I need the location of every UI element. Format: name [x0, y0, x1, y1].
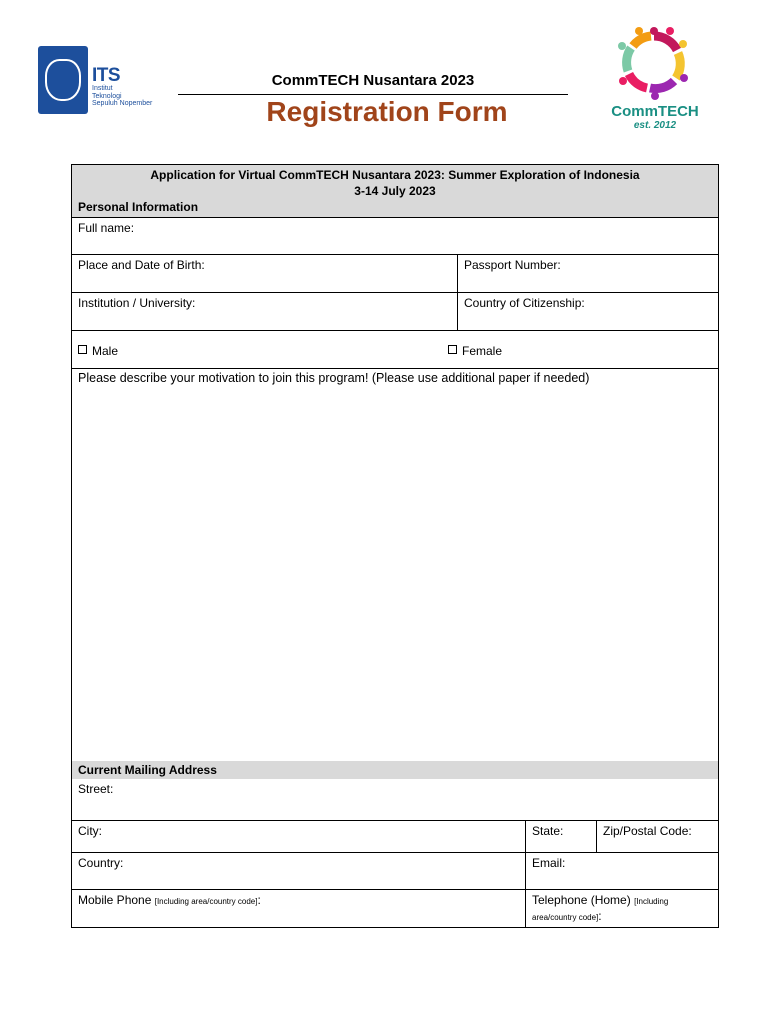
home-telephone-field[interactable] [525, 890, 718, 927]
state-field[interactable]: State: [525, 821, 596, 852]
commtech-wordmark: CommTECH [611, 103, 699, 120]
section-title: Current Mailing Address [78, 763, 217, 777]
commtech-logo [600, 26, 710, 136]
birth-passport-row [72, 255, 718, 293]
application-title: Application for Virtual CommTECH Nusantara 2023: Summer Exploration of Indonesia [150, 168, 640, 182]
its-emblem-icon [38, 46, 88, 114]
section-title: Personal Information [78, 200, 199, 214]
zip-code-field[interactable]: Zip/Postal Code: [596, 821, 718, 852]
gender-label: Male [92, 344, 119, 358]
gender-option-female[interactable] [442, 331, 718, 368]
home-telephone-label: Telephone (Home) [532, 893, 631, 907]
its-logo [38, 46, 160, 114]
country-field[interactable]: Country: [78, 856, 124, 870]
its-name-line: Teknologi [92, 92, 122, 100]
institution-field[interactable]: Institution / University: [78, 296, 196, 310]
birth-place-date-field[interactable]: Place and Date of Birth: [78, 258, 205, 272]
full-name-field[interactable]: Full name: [78, 221, 135, 235]
email-field[interactable]: Email: [525, 853, 718, 889]
registration-form-table [71, 164, 719, 928]
application-header [72, 165, 718, 198]
full-name-row [72, 218, 718, 255]
commtech-established: est. 2012 [633, 120, 677, 131]
city-field[interactable]: City: [78, 824, 102, 838]
mobile-phone-label: Mobile Phone [78, 893, 152, 907]
gender-option-male[interactable] [72, 331, 442, 368]
commtech-ring-icon [600, 26, 710, 104]
program-dates: 3-14 July 2023 [354, 184, 436, 198]
mailing-address-header [72, 761, 718, 779]
street-row [72, 779, 718, 821]
street-field[interactable]: Street: [78, 782, 114, 796]
gender-label: Female [462, 344, 503, 358]
colon: : [257, 893, 261, 907]
colon: : [598, 909, 602, 923]
motivation-row [72, 369, 718, 761]
its-abbreviation: ITS [92, 65, 121, 86]
its-name-line: Institut [92, 85, 113, 92]
passport-number-field[interactable]: Passport Number: [457, 255, 718, 292]
phone-row [72, 890, 718, 927]
form-title: Registration Form [266, 96, 508, 127]
citizenship-field[interactable]: Country of Citizenship: [457, 293, 718, 330]
motivation-field[interactable] [72, 369, 718, 761]
city-state-zip-row [72, 821, 718, 853]
country-email-row [72, 853, 718, 890]
header-divider [178, 94, 568, 95]
institution-citizenship-row [72, 293, 718, 331]
its-name-line: Sepuluh Nopember [92, 100, 153, 107]
gender-row [72, 331, 718, 369]
motivation-prompt: Please describe your motivation to join this program! (Please use additional paper if needed) [78, 371, 590, 385]
home-telephone-note: [Including area/country code] [532, 897, 669, 922]
male-checkbox[interactable] [78, 345, 87, 354]
event-name: CommTECH Nusantara 2023 [271, 72, 475, 89]
mobile-phone-field[interactable] [72, 890, 525, 927]
female-checkbox[interactable] [448, 345, 457, 354]
personal-information-header [72, 198, 718, 218]
mobile-phone-note: [Including area/country code] [154, 897, 258, 906]
